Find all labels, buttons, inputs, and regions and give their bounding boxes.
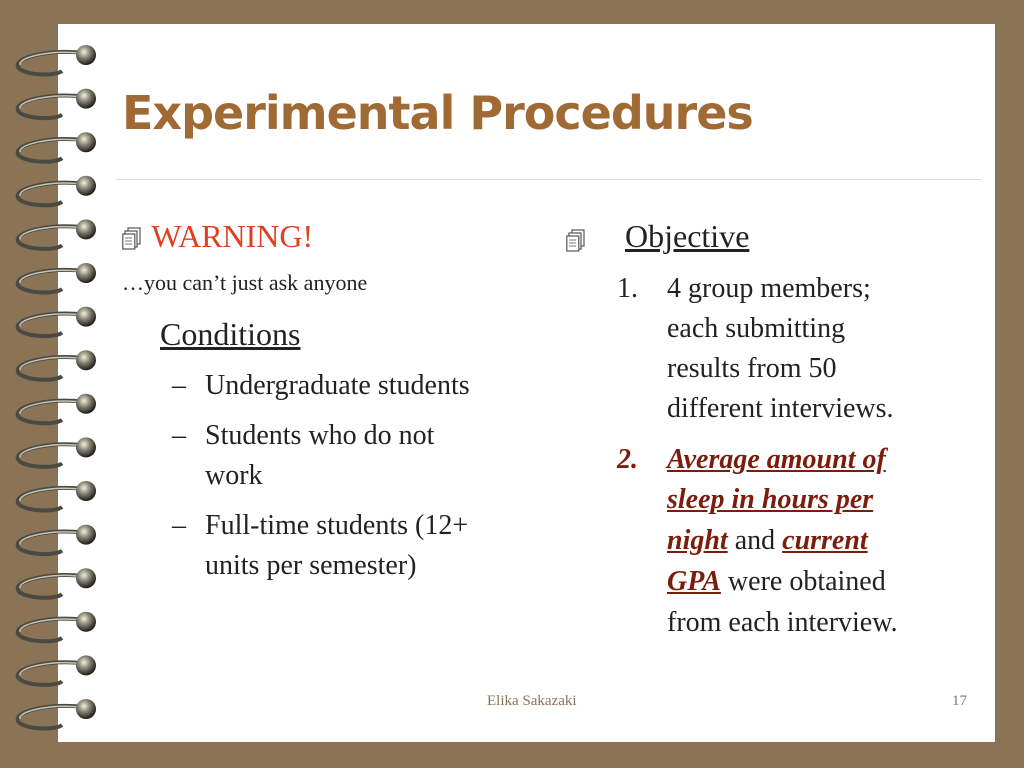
warning-label: WARNING! [151,218,314,254]
spiral-ring-icon [18,394,96,423]
notebook-page-icon [566,228,588,252]
spiral-ring-icon [18,437,96,466]
spiral-ring-icon [18,132,96,161]
spiral-ring-icon [18,176,96,205]
conjunction-and: and [734,525,776,556]
objective-bullet [566,220,588,257]
spiral-binding [0,0,120,768]
footer-author: Elika Sakazaki [487,693,577,709]
spiral-ring-icon [18,481,96,510]
condition-dash-3: – [172,510,186,541]
spiral-ring-icon [18,568,96,597]
notebook-page-icon [122,226,144,250]
title-divider [116,179,982,180]
spiral-ring-icon [18,45,96,74]
item-2-line-4 [667,566,886,598]
item-2-line-3 [667,525,868,557]
item-2-line-2: sleep in hours per [667,484,874,515]
item-1-line-3: results from 50 [667,353,837,384]
objective-heading: Objective [625,218,750,254]
item-1-line-4: different interviews. [667,393,894,424]
spiral-ring-icon [18,612,96,641]
spiral-ring-icon [18,699,96,728]
spiral-ring-icon [18,219,96,248]
condition-item-2: Students who do not [205,420,435,451]
spiral-ring-icon [18,525,96,554]
item-2-line-5: from each interview. [667,607,898,638]
item-2-line-1: Average amount of [667,444,886,475]
item-1-line-1: 4 group members; [667,273,871,304]
condition-dash-2: – [172,420,186,451]
emphasis-current: current [782,525,868,556]
warning-subtext: …you can’t just ask anyone [122,270,368,295]
spiral-ring-icon [18,350,96,379]
footer-page-number: 17 [952,693,967,709]
spiral-ring-icon [18,307,96,336]
item-1-line-2: each submitting [667,313,846,344]
spiral-ring-icon [18,263,96,292]
conditions-heading: Conditions [160,316,301,352]
emphasis-gpa: GPA [667,566,721,597]
condition-item-3-cont: units per semester) [205,550,417,581]
text-were-obtained: were obtained [727,566,886,597]
spiral-ring-icon [18,89,96,118]
condition-item-3: Full-time students (12+ [205,510,469,541]
slide-title: Experimental Procedures [122,86,753,140]
item-number-2: 2. [617,444,638,475]
condition-item-2-cont: work [205,460,263,491]
spiral-ring-icon [18,655,96,684]
emphasis-night: night [667,525,728,556]
condition-dash-1: – [172,370,186,401]
warning-bullet [122,218,313,255]
condition-item-1: Undergraduate students [205,370,470,401]
item-number-1: 1. [617,273,638,304]
